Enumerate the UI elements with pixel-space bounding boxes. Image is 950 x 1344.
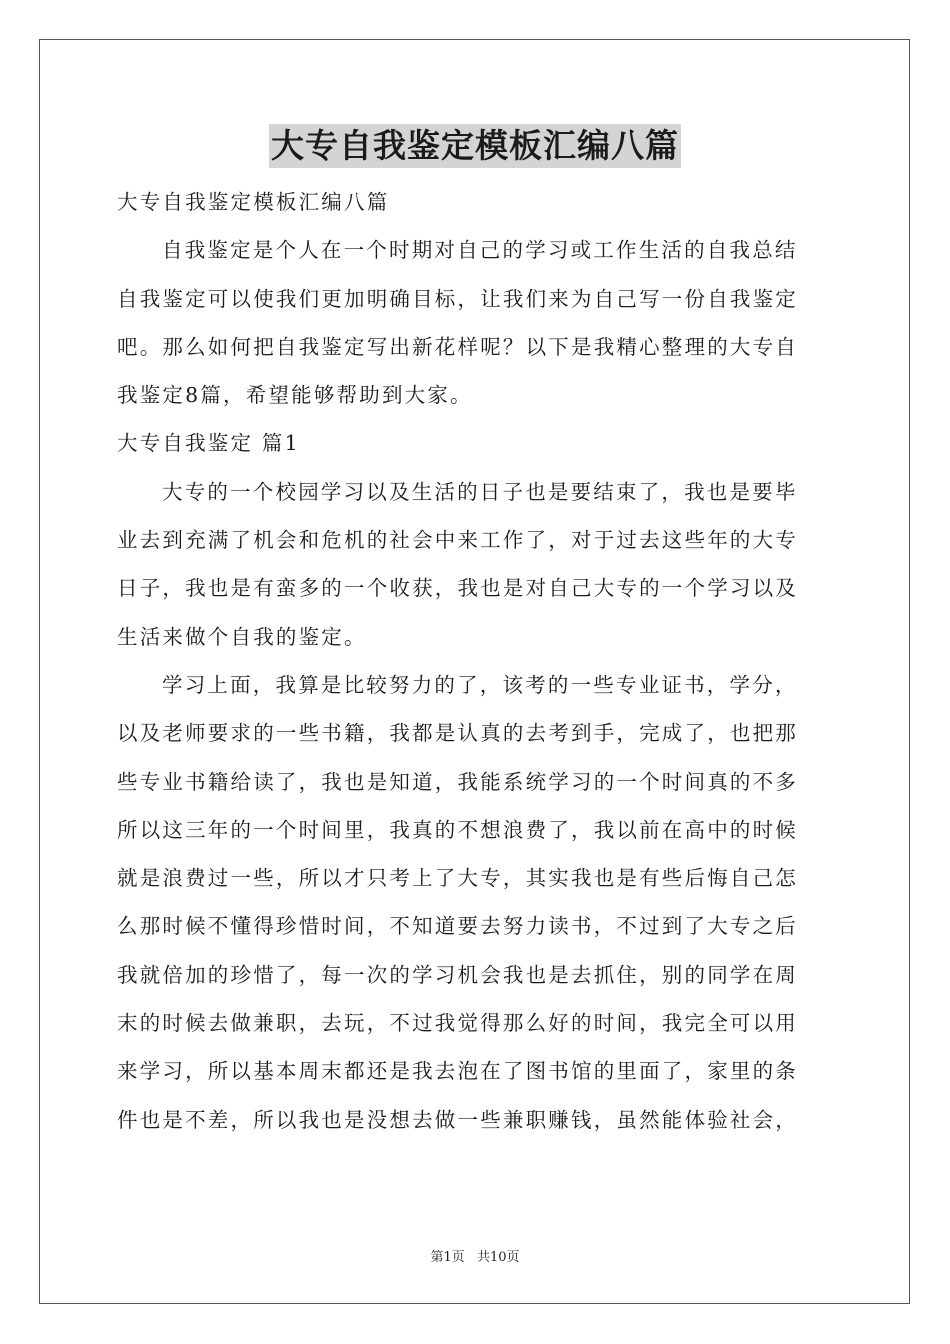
document-title bbox=[0, 124, 950, 168]
page-footer bbox=[0, 1246, 950, 1265]
document-body bbox=[117, 178, 835, 1144]
text-line: 所以这三年的一个时间里，我真的不想浪费了，我以前在高中的时候 bbox=[117, 817, 798, 842]
page-total: 共10页 bbox=[476, 1250, 520, 1265]
text-line: 我鉴定8篇，希望能够帮助到大家。 bbox=[117, 383, 473, 408]
text-line: 就是浪费过一些，所以才只考上了大专，其实我也是有些后悔自己怎 bbox=[117, 866, 798, 891]
text-line: 自我鉴定可以使我们更加明确目标，让我们来为自己写一份自我鉴定 bbox=[117, 286, 798, 311]
text-line: 以及老师要求的一些书籍，我都是认真的去考到手，完成了，也把那 bbox=[117, 721, 798, 746]
text-line: 大专自我鉴定模板汇编八篇 bbox=[117, 190, 390, 214]
text-line: 生活来做个自我的鉴定。 bbox=[117, 624, 367, 649]
text-line: 来学习，所以基本周末都还是我去泡在了图书馆的里面了，家里的条 bbox=[117, 1059, 798, 1084]
text-line: 学习上面，我算是比较努力的了，该考的一些专业证书，学分， bbox=[162, 672, 798, 697]
text-line: 些专业书籍给读了，我也是知道，我能系统学习的一个时间真的不多 bbox=[117, 769, 798, 794]
text-line: 件也是不差，所以我也是没想去做一些兼职赚钱，虽然能体验社会， bbox=[117, 1107, 798, 1132]
text-line: 么那时候不懂得珍惜时间，不知道要去努力读书，不过到了大专之后 bbox=[117, 914, 798, 939]
text-line: 大专的一个校园学习以及生活的日子也是要结束了，我也是要毕 bbox=[162, 479, 798, 504]
text-line: 日子，我也是有蛮多的一个收获，我也是对自己大专的一个学习以及 bbox=[117, 576, 798, 601]
document-title-text: 大专自我鉴定模板汇编八篇 bbox=[269, 124, 681, 168]
text-line: 自我鉴定是个人在一个时期对自己的学习或工作生活的自我总结 bbox=[162, 238, 798, 263]
text-line: 业去到充满了机会和危机的社会中来工作了，对于过去这些年的大专 bbox=[117, 528, 798, 553]
text-line: 我就倍加的珍惜了，每一次的学习机会我也是去抓住，别的同学在周 bbox=[117, 962, 798, 987]
text-line: 吧。那么如何把自我鉴定写出新花样呢？以下是我精心整理的大专自 bbox=[117, 334, 798, 359]
text-line: 末的时候去做兼职，去玩，不过我觉得那么好的时间，我完全可以用 bbox=[117, 1011, 798, 1036]
text-line: 大专自我鉴定 篇1 bbox=[117, 431, 300, 456]
page-number: 第1页 bbox=[430, 1250, 465, 1265]
